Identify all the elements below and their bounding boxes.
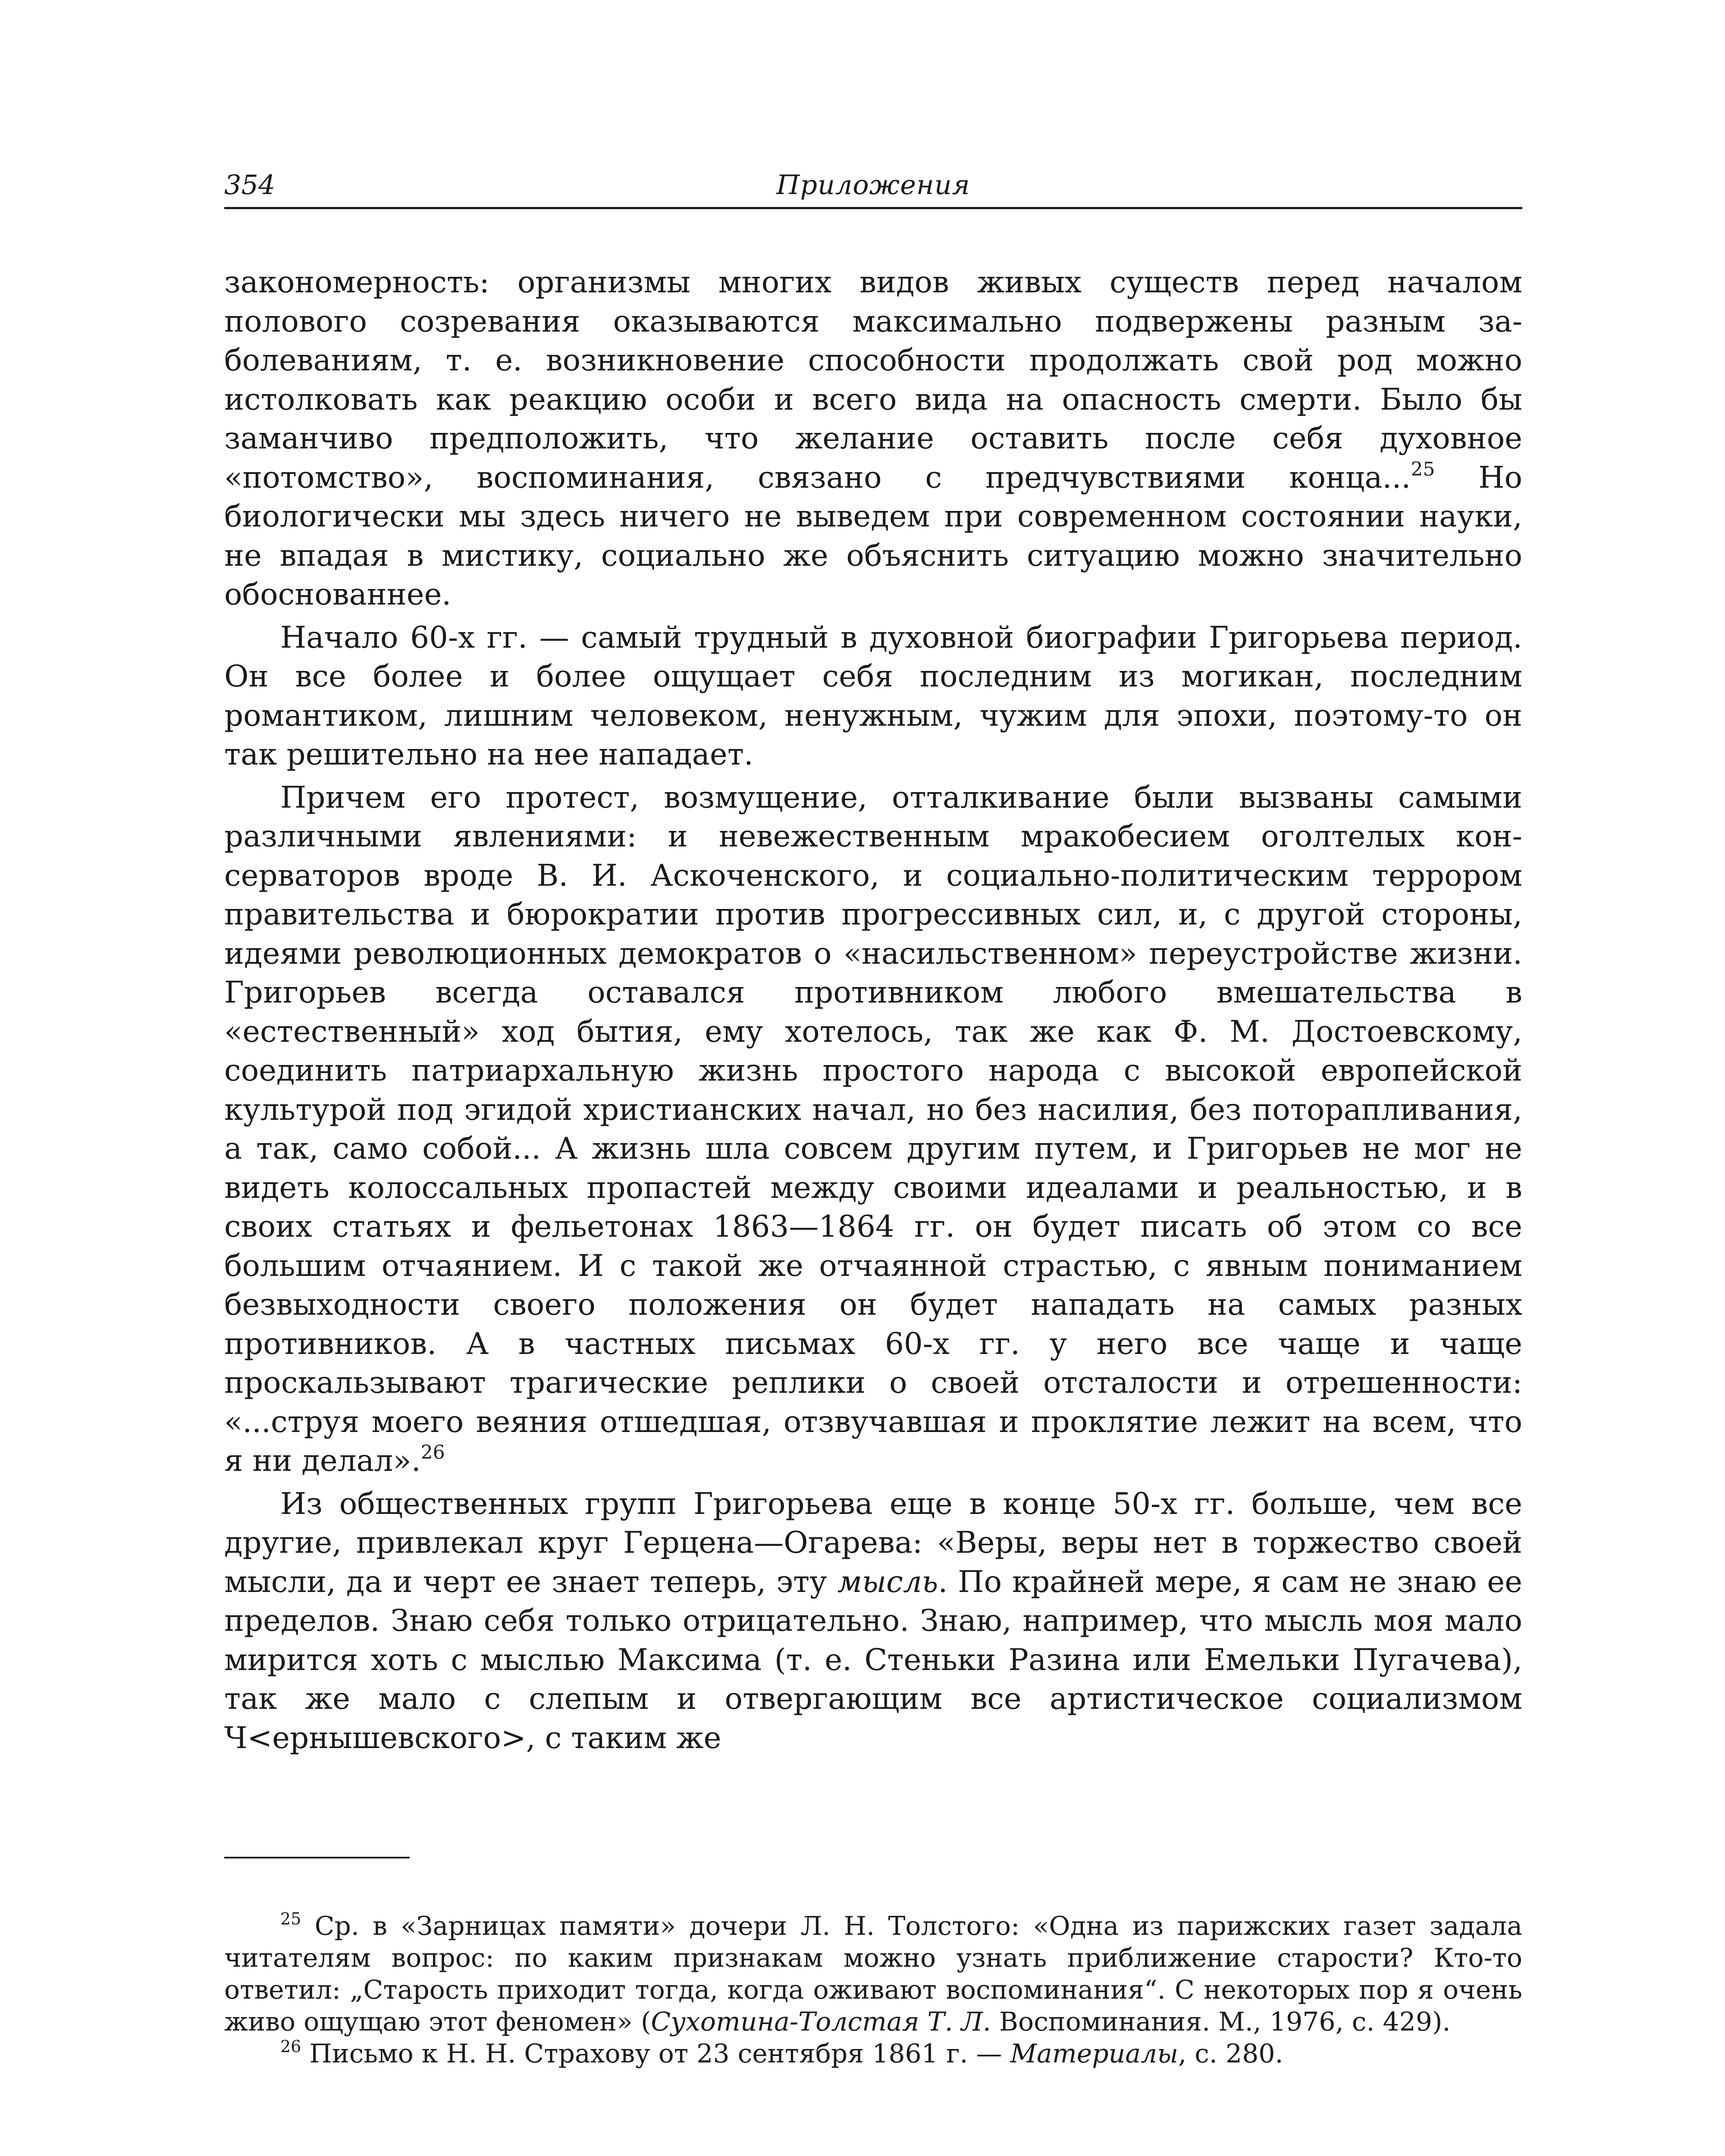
text-run: Из общественных групп Григорьева еще в конце 50-х гг. больше, чем все другие, привлекал круг Герцена—Огарева: «Веры, веры нет в торжество своей мысли, да и черт ее знает теперь, эту [224,1486,1522,1599]
main-text [224,263,1522,1758]
italic-text: Материалы [1010,2039,1179,2069]
page-number: 354 [224,169,276,201]
running-title: Приложения [776,169,970,201]
text-run: Начало 60-х гг. — самый трудный в духовной биографии Григорьева период. Он все более и более ощущает себя последним из могикан, последним романтиком, лишним человеком, ненужным, чужим для эпохи, поэтому-то он так решительно на нее нападает. [224,620,1522,772]
footnote-separator [224,1857,410,1858]
text-run: Воспоминания. М., 1976, с. 429). [991,2007,1451,2037]
footnote [224,2038,1522,2070]
running-header [224,164,1522,211]
header-rule [224,207,1522,209]
text-run: . По крайней мере, я сам не знаю ее пределов. Знаю себя только отрицательно. Знаю, например, что мысль моя мало мирится хоть с мыслью Максима (т. е. Стеньки Разина или Емельки Пугачева), так же мало с слепым и отвергающим все артистическое социализмом Ч<ернышевского>, с таким же [224,1564,1523,1755]
footnote-ref: 25 [1411,458,1435,480]
text-run: , с. 280. [1178,2039,1283,2069]
italic-text: Сухотина-Толстая Т. Л. [651,2007,991,2037]
footnote-ref: 26 [420,1442,445,1463]
paragraph [224,618,1522,774]
italic-text: мысль [837,1564,938,1599]
text-run: Письмо к Н. Н. Страхову от 23 сентября 1861 г. — [301,2039,1010,2069]
footnote-ref: 26 [280,2037,301,2056]
footnote-ref: 25 [280,1909,301,1928]
paragraph [224,778,1522,1481]
paragraph [224,1485,1522,1758]
text-run: Но биологически мы здесь ничего не выведем при современном состоянии науки, не впадая в мистику, социально же объяснить ситуацию можно значительно обоснованнее. [224,460,1522,612]
footnote [224,1910,1522,2038]
text-run: закономерность: организмы многих видов живых существ перед началом полового созревания оказываются максимально подвержены разным заболеваниям, т. е. возникновение способности продолжать свой род можно истолковать как реакцию особи и всего вида на опасность смерти. Было бы заманчиво предположить, что желание оставить после себя духовное «потомство», воспоминания, связано с предчувствиями конца... [224,265,1522,495]
paragraph [224,263,1522,614]
text-run: Ср. в «Зарницах памяти» дочери Л. Н. Толстого: «Одна из парижских газет задала читателям вопрос: по каким признакам можно узнать приближение старости? Кто-то ответил: „Старость приходит тогда, когда оживают воспоминания“. С некоторых пор я очень живо ощущаю этот феномен» ( [224,1911,1522,2037]
text-run: Причем его протест, возмущение, отталкивание были вызваны самыми различными явлениями: и невежественным мракобесием оголтелых консерваторов вроде В. И. Аскоченского, и социально-политическим террором правительства и бюрократии против прогрессивных сил, и, с другой стороны, идеями революционных демократов о «насильственном» переустройстве жизни. Григорьев всегда оставался противником любого вмешательства в «естественный» ход бытия, ему хотелось, так же как Ф. М. Достоевскому, соединить патриархальную жизнь простого народа с высокой европейской культурой под эгидой христианских начал, но без насилия, без поторапливания, а так, само собой... А жизнь шла совсем другим путем, и Григорьев не мог не видеть колоссальных пропастей между своими идеалами и реальностью, и в своих статьях и фельетонах 1863—1864 гг. он будет писать об этом со все большим отчаянием. И с такой же отчаянной страстью, с явным пониманием безвыходности своего положения он будет нападать на самых разных противников. А в частных письмах 60-х гг. у него все чаще и чаще проскальзывают трагические реплики о своей отсталости и отрешенности: «...струя моего веяния отшедшая, отзвучавшая и проклятие лежит на всем, что я ни делал». [224,780,1522,1478]
book-page [224,164,1522,2147]
footnotes [224,1910,1522,2070]
